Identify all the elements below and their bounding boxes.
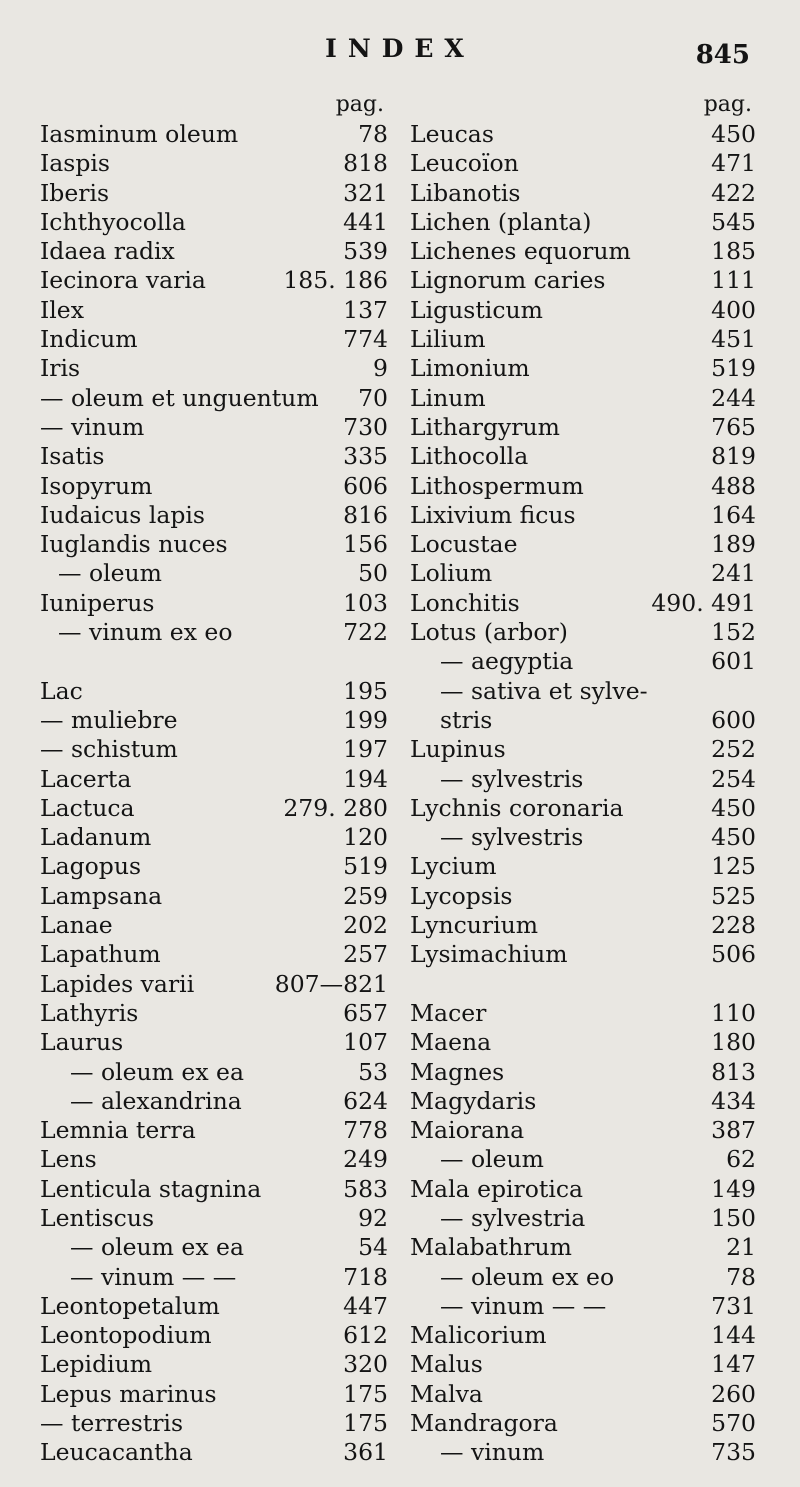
section-gap <box>410 970 756 999</box>
index-term: Lepus marinus <box>40 1379 217 1408</box>
index-term: — sylvestria <box>440 1203 586 1232</box>
index-page-ref: 189 <box>711 530 756 559</box>
index-page-ref: 9 <box>373 354 388 383</box>
index-term: Lychnis coronaria <box>410 793 624 822</box>
index-entry <box>40 325 388 354</box>
index-term: Maiorana <box>410 1116 525 1145</box>
section-gap <box>40 647 388 676</box>
index-term: — oleum <box>58 559 162 588</box>
index-entry <box>40 618 388 647</box>
index-page-ref: 612 <box>343 1321 388 1350</box>
index-entry <box>410 1292 756 1321</box>
index-entry <box>40 1028 388 1057</box>
index-page-ref: 244 <box>711 383 756 412</box>
index-term: Malus <box>410 1350 483 1379</box>
index-term: — alexandrina <box>70 1086 242 1115</box>
index-entry <box>40 706 388 735</box>
index-page-ref: 252 <box>711 735 756 764</box>
index-term: — vinum <box>40 412 145 441</box>
index-page-ref: 199 <box>343 705 388 734</box>
index-page-ref: 601 <box>711 647 756 676</box>
index-page-ref: 21 <box>726 1233 756 1262</box>
index-page-ref: 441 <box>343 207 388 236</box>
index-entry <box>40 1145 388 1174</box>
index-entry <box>40 266 388 295</box>
index-entry <box>410 530 756 559</box>
index-term: Iudaicus lapis <box>40 500 205 529</box>
index-term: Lolium <box>410 559 493 588</box>
index-entry <box>410 735 756 764</box>
index-term: Lanae <box>40 911 113 940</box>
index-entry <box>40 559 388 588</box>
index-term: Iasminum oleum <box>40 120 239 148</box>
index-entry <box>410 1263 756 1292</box>
index-entry <box>410 208 756 237</box>
index-entry <box>40 940 388 969</box>
index-entry <box>410 501 756 530</box>
index-page-ref: 125 <box>711 852 756 881</box>
index-term: Iaspis <box>40 149 110 178</box>
index-term: Lupinus <box>410 735 506 764</box>
index-page-ref: 519 <box>711 354 756 383</box>
index-term: — muliebre <box>40 705 178 734</box>
index-term: Leucacantha <box>40 1438 193 1467</box>
index-page-ref: 606 <box>343 471 388 500</box>
index-entry <box>40 1116 388 1145</box>
index-term: Macer <box>410 998 487 1027</box>
index-entry <box>410 1350 756 1379</box>
index-page-ref: 735 <box>711 1438 756 1467</box>
index-entry <box>40 794 388 823</box>
index-page-ref: 422 <box>711 178 756 207</box>
index-term: Idaea radix <box>40 237 175 266</box>
index-term: Mala epirotica <box>410 1174 584 1203</box>
index-term: Lathyris <box>40 998 139 1027</box>
index-term: Lemnia terra <box>40 1116 196 1145</box>
index-term: Iuglandis nuces <box>40 530 228 559</box>
index-term: Leontopetalum <box>40 1291 220 1320</box>
index-entry <box>410 120 756 149</box>
index-entry <box>410 1116 756 1145</box>
index-page-ref: 447 <box>343 1291 388 1320</box>
index-page-ref: 490. 491 <box>651 588 756 617</box>
index-entry <box>410 442 756 471</box>
index-entry <box>40 1380 388 1409</box>
index-page-ref: 624 <box>343 1086 388 1115</box>
index-term: Laurus <box>40 1028 124 1057</box>
index-term: Lotus (arbor) <box>410 618 568 647</box>
index-page-ref: 730 <box>343 412 388 441</box>
index-term: Ilex <box>40 295 84 324</box>
index-entry <box>410 618 756 647</box>
index-term: — sylvestris <box>440 764 584 793</box>
index-page-ref: 120 <box>343 823 388 852</box>
index-entry <box>40 677 388 706</box>
index-term: Lithospermum <box>410 471 584 500</box>
index-column-right <box>410 92 756 1468</box>
index-term: — vinum — — <box>70 1262 237 1291</box>
index-term: — oleum ex ea <box>70 1057 244 1086</box>
index-page-ref: 471 <box>711 149 756 178</box>
index-page-ref: 50 <box>358 559 388 588</box>
index-term: — oleum <box>440 1145 544 1174</box>
index-page-ref: 175 <box>343 1409 388 1438</box>
index-page-ref: 144 <box>711 1321 756 1350</box>
index-entry <box>40 765 388 794</box>
index-term: Lonchitis <box>410 588 520 617</box>
index-page-ref: 387 <box>711 1116 756 1145</box>
index-term: Lycium <box>410 852 497 881</box>
index-page-ref: 400 <box>711 295 756 324</box>
index-entry <box>410 823 756 852</box>
index-term: Iecinora varia <box>40 266 206 295</box>
index-page-ref: 545 <box>711 207 756 236</box>
index-term: Lepidium <box>40 1350 153 1379</box>
index-term: Isopyrum <box>40 471 153 500</box>
index-page-ref: 718 <box>343 1262 388 1291</box>
index-page-ref: 149 <box>711 1174 756 1203</box>
index-term: — sativa et sylve- <box>440 676 648 705</box>
index-entry <box>410 237 756 266</box>
index-term: Lysimachium <box>410 940 568 969</box>
index-term: Lens <box>40 1145 97 1174</box>
index-page-ref: 450 <box>711 823 756 852</box>
index-term: Leucoïon <box>410 149 519 178</box>
index-term: — sylvestris <box>440 823 584 852</box>
index-entry <box>410 706 756 735</box>
index-term: Leontopodium <box>40 1321 212 1350</box>
index-page-ref: 111 <box>711 266 756 295</box>
index-term: Lixivium ficus <box>410 500 576 529</box>
index-term: — terrestris <box>40 1409 184 1438</box>
index-page-ref: 249 <box>343 1145 388 1174</box>
index-entry <box>40 296 388 325</box>
pag-label-left: pag. <box>335 92 384 117</box>
index-page-ref: 506 <box>711 940 756 969</box>
index-page-ref: 774 <box>343 325 388 354</box>
index-page-ref: 765 <box>711 412 756 441</box>
index-page-ref: 321 <box>343 178 388 207</box>
index-term: Lichenes equorum <box>410 237 631 266</box>
index-page-ref: 451 <box>711 325 756 354</box>
index-term: Malabathrum <box>410 1233 572 1262</box>
index-entry <box>40 1175 388 1204</box>
index-term: — oleum ex eo <box>440 1262 615 1291</box>
index-entry <box>40 354 388 383</box>
index-entry <box>40 970 388 999</box>
index-term: Ichthyocolla <box>40 207 186 236</box>
index-entry <box>410 1028 756 1057</box>
index-term: — aegyptia <box>440 647 574 676</box>
index-term: Ladanum <box>40 823 152 852</box>
index-entry <box>40 1233 388 1262</box>
index-entry <box>410 325 756 354</box>
index-page-ref: 657 <box>343 998 388 1027</box>
index-term: Lactuca <box>40 793 135 822</box>
index-term: Lignorum caries <box>410 266 606 295</box>
index-entry <box>40 179 388 208</box>
index-entry <box>40 999 388 1028</box>
index-entry <box>410 589 756 618</box>
index-page-ref: 180 <box>711 1028 756 1057</box>
index-entries-right <box>410 120 756 1468</box>
index-term: Malicorium <box>410 1321 547 1350</box>
index-entry <box>410 472 756 501</box>
index-entry <box>40 852 388 881</box>
index-term: Lyncurium <box>410 911 539 940</box>
index-term: Leucas <box>410 120 494 148</box>
page-header-title: INDEX <box>325 34 475 63</box>
index-term: Lac <box>40 676 83 705</box>
index-entry <box>410 354 756 383</box>
index-page-ref: 78 <box>726 1262 756 1291</box>
index-entry <box>40 735 388 764</box>
index-entry <box>410 179 756 208</box>
index-page-ref: 92 <box>358 1203 388 1232</box>
index-entry <box>40 1438 388 1467</box>
index-entry <box>410 1204 756 1233</box>
index-term: Locustae <box>410 530 518 559</box>
index-entry <box>40 472 388 501</box>
index-page-ref: 53 <box>358 1057 388 1086</box>
index-term: Libanotis <box>410 178 521 207</box>
index-entry <box>40 1321 388 1350</box>
index-term: Lentiscus <box>40 1203 155 1232</box>
index-page-ref: 519 <box>343 852 388 881</box>
index-page-ref: 778 <box>343 1116 388 1145</box>
index-entry <box>40 501 388 530</box>
index-page-ref: 600 <box>711 705 756 734</box>
index-entry <box>410 677 756 706</box>
index-entry <box>410 1380 756 1409</box>
index-term: Isatis <box>40 442 105 471</box>
index-page-ref: 731 <box>711 1291 756 1320</box>
index-page-ref: 152 <box>711 618 756 647</box>
index-entry <box>40 208 388 237</box>
index-entry <box>410 794 756 823</box>
index-entry <box>410 1145 756 1174</box>
index-page-ref: 488 <box>711 471 756 500</box>
index-term: Limonium <box>410 354 530 383</box>
index-term: Magydaris <box>410 1086 537 1115</box>
index-entry <box>40 413 388 442</box>
index-term: stris <box>440 705 493 734</box>
index-entry <box>410 1233 756 1262</box>
index-page-ref: 583 <box>343 1174 388 1203</box>
index-entry <box>410 940 756 969</box>
index-term: Maena <box>410 1028 492 1057</box>
index-term: — oleum ex ea <box>70 1233 244 1262</box>
index-page-ref: 818 <box>343 149 388 178</box>
index-page-ref: 185. 186 <box>283 266 388 295</box>
index-entry <box>40 1409 388 1438</box>
index-entry <box>40 237 388 266</box>
index-entry <box>410 765 756 794</box>
index-term: — vinum ex eo <box>58 618 233 647</box>
index-term: Iuniperus <box>40 588 155 617</box>
index-term: Lagopus <box>40 852 142 881</box>
index-entry <box>410 999 756 1028</box>
index-page-ref: 260 <box>711 1379 756 1408</box>
index-entry <box>410 1438 756 1467</box>
index-page-ref: 78 <box>358 120 388 148</box>
index-entry <box>410 266 756 295</box>
index-page-ref: 807—821 <box>274 969 388 998</box>
index-entry <box>410 384 756 413</box>
index-page-ref: 257 <box>343 940 388 969</box>
index-entry <box>410 1058 756 1087</box>
index-page-ref: 137 <box>343 295 388 324</box>
index-term: Lichen (planta) <box>410 207 592 236</box>
index-term: Lacerta <box>40 764 132 793</box>
index-entry <box>40 1204 388 1233</box>
index-term: — vinum — — <box>440 1291 607 1320</box>
index-term: — oleum et unguentum <box>40 383 319 412</box>
index-page-ref: 110 <box>711 998 756 1027</box>
index-page-ref: 150 <box>711 1203 756 1232</box>
index-page-ref: 175 <box>343 1379 388 1408</box>
index-page-ref: 570 <box>711 1409 756 1438</box>
index-term: Magnes <box>410 1057 505 1086</box>
index-term: Lithargyrum <box>410 412 560 441</box>
index-entry <box>410 1321 756 1350</box>
index-page-ref: 62 <box>726 1145 756 1174</box>
pag-label-right: pag. <box>703 92 752 117</box>
index-entry <box>410 647 756 676</box>
index-entry <box>410 911 756 940</box>
index-page-ref: 525 <box>711 881 756 910</box>
index-page-ref: 164 <box>711 500 756 529</box>
index-entry <box>40 530 388 559</box>
index-entry <box>410 882 756 911</box>
index-entry <box>40 442 388 471</box>
index-term: Iris <box>40 354 81 383</box>
index-term: Lapides varii <box>40 969 195 998</box>
index-entry <box>40 384 388 413</box>
index-page-ref: 816 <box>343 500 388 529</box>
index-term: Lithocolla <box>410 442 529 471</box>
index-entry <box>40 882 388 911</box>
index-page-ref: 335 <box>343 442 388 471</box>
index-page-ref: 279. 280 <box>283 793 388 822</box>
index-page-ref: 103 <box>343 588 388 617</box>
index-term: Linum <box>410 383 486 412</box>
index-term: Lampsana <box>40 881 163 910</box>
index-entry <box>40 1292 388 1321</box>
index-page-ref: 813 <box>711 1057 756 1086</box>
page-number: 845 <box>695 40 750 70</box>
index-term: Iberis <box>40 178 110 207</box>
index-term: Mandragora <box>410 1409 558 1438</box>
index-entry <box>40 1350 388 1379</box>
index-page-ref: 819 <box>711 442 756 471</box>
index-page-ref: 202 <box>343 911 388 940</box>
index-page-ref: 450 <box>711 793 756 822</box>
index-page-ref: 241 <box>711 559 756 588</box>
index-entry <box>410 852 756 881</box>
index-entry <box>40 1087 388 1116</box>
index-page-ref: 197 <box>343 735 388 764</box>
index-term: Indicum <box>40 325 138 354</box>
index-entries-left <box>40 120 388 1468</box>
index-entry <box>40 823 388 852</box>
index-entry <box>410 1175 756 1204</box>
index-term: — vinum <box>440 1438 545 1467</box>
index-term: Lapathum <box>40 940 161 969</box>
index-page-ref: 54 <box>358 1233 388 1262</box>
index-term: Lenticula stagnina <box>40 1174 262 1203</box>
index-entry <box>410 559 756 588</box>
index-entry <box>40 1058 388 1087</box>
index-term: Lilium <box>410 325 486 354</box>
index-page-ref: 434 <box>711 1086 756 1115</box>
index-entry <box>40 149 388 178</box>
index-page-ref: 70 <box>358 383 388 412</box>
index-page-ref: 259 <box>343 881 388 910</box>
index-page-ref: 361 <box>343 1438 388 1467</box>
index-entry <box>410 149 756 178</box>
index-page-ref: 156 <box>343 530 388 559</box>
index-term: — schistum <box>40 735 178 764</box>
index-page-ref: 228 <box>711 911 756 940</box>
index-page-ref: 107 <box>343 1028 388 1057</box>
index-entry <box>40 911 388 940</box>
index-page-ref: 722 <box>343 618 388 647</box>
index-entry <box>410 1409 756 1438</box>
index-page-ref: 450 <box>711 120 756 148</box>
index-entry <box>410 413 756 442</box>
index-entry <box>40 1263 388 1292</box>
index-page-ref: 195 <box>343 676 388 705</box>
index-entry <box>40 589 388 618</box>
index-term: Ligusticum <box>410 295 543 324</box>
index-page-ref: 185 <box>711 237 756 266</box>
index-term: Lycopsis <box>410 881 513 910</box>
index-page-ref: 147 <box>711 1350 756 1379</box>
index-entry <box>410 296 756 325</box>
index-page-ref: 194 <box>343 764 388 793</box>
index-column-left <box>40 92 388 1468</box>
index-term: Malva <box>410 1379 483 1408</box>
index-entry <box>40 120 388 149</box>
index-page-ref: 539 <box>343 237 388 266</box>
index-entry <box>410 1087 756 1116</box>
index-page-ref: 254 <box>711 764 756 793</box>
index-page-ref: 320 <box>343 1350 388 1379</box>
